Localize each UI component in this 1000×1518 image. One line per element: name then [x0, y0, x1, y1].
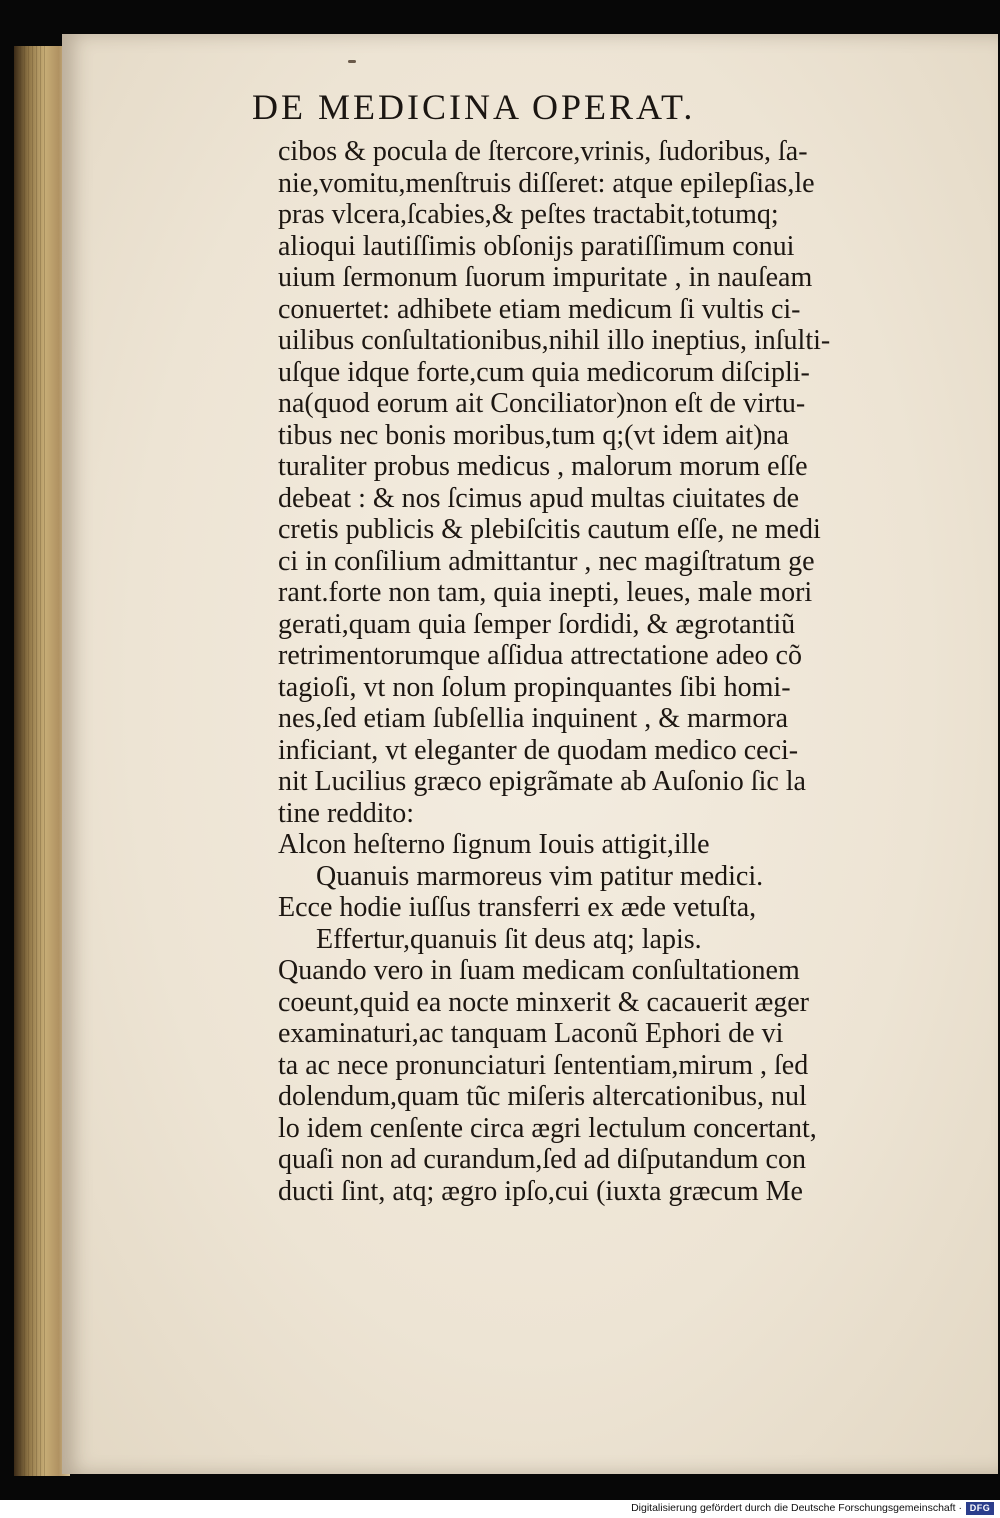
text-line: inficiant, vt eleganter de quodam medico ceci-: [278, 734, 799, 766]
text-line: nit Lucilius græco epigrãmate ab Auſonio ſic la: [278, 766, 806, 797]
text-line: alioqui lautiſſimis obſonijs paratiſſimum conui: [278, 230, 795, 262]
printer-mark: [348, 60, 356, 63]
text-line: Quando vero in ſuam medicam conſultationem: [278, 955, 800, 986]
text-line: Effertur,quanuis ſit deus atq; lapis.: [316, 923, 702, 955]
text-line: uſque idque forte,cum quia medicorum diſcipli-: [278, 356, 810, 388]
text-line: quaſi non ad curandum,ſed ad diſputandum con: [278, 1144, 806, 1175]
text-line: cretis publicis & plebiſcitis cautum eſſe, ne medi: [278, 514, 821, 545]
body-text: [278, 136, 928, 1207]
text-line: nes,ſed etiam ſubſellia inquinent , & marmora: [278, 703, 789, 734]
text-line: dolendum,quam tũc miſeris altercationibus, nul: [278, 1081, 807, 1112]
text-line: pras vlcera,ſcabies,& peſtes tractabit,totumq;: [278, 199, 779, 230]
text-line: tibus nec bonis moribus,tum q;(vt idem ait)na: [278, 419, 789, 451]
text-line: gerati,quam quia ſemper ſordidi, & ægrotantiũ: [278, 608, 796, 640]
text-line: ci in conſilium admittantur , nec magiſtratum ge: [278, 545, 815, 577]
text-line: retrimentorumque aſſidua attrectatione adeo cõ: [278, 640, 802, 671]
text-line: uilibus conſultationibus,nihil illo ineptius, inſulti-: [278, 325, 831, 356]
text-line: examinaturi,ac tanquam Laconũ Ephori de vi: [278, 1018, 784, 1049]
dfg-logo: DFG: [966, 1502, 994, 1515]
text-line: tagioſi, vt non ſolum propinquantes ſibi homi-: [278, 671, 791, 703]
running-head: DE MEDICINA OPERAT.: [252, 87, 696, 127]
text-line: uium ſermonum ſuorum impuritate , in nauſeam: [278, 262, 813, 293]
text-line: Alcon heſterno ſignum Iouis attigit,ille: [278, 829, 710, 860]
text-line: cibos & pocula de ſtercore,vrinis, ſudoribus, ſa-: [278, 136, 808, 167]
text-line: nie,vomitu,menſtruis diſſeret: atque epilepſias,le: [278, 167, 815, 199]
text-line: rant.forte non tam, quia inepti, leues, male mori: [278, 577, 813, 608]
text-line: ducti ſint, atq; ægro ipſo,cui (iuxta græcum Me: [278, 1175, 803, 1207]
text-line: conuertet: adhibete etiam medicum ſi vultis ci-: [278, 293, 801, 325]
text-line: ta ac nece pronunciaturi ſententiam,mirum , ſed: [278, 1049, 809, 1081]
text-line: Ecce hodie iuſſus transferri ex æde vetuſta,: [278, 892, 757, 923]
funding-credit: Digitalisierung gefördert durch die Deutsche Forschungsgemeinschaft ·: [631, 1502, 962, 1514]
text-line: turaliter probus medicus , malorum morum eſſe: [278, 451, 808, 482]
text-line: na(quod eorum ait Conciliator)non eſt de virtu-: [278, 388, 806, 419]
text-line: lo idem cenſente circa ægri lectulum concertant,: [278, 1112, 817, 1144]
text-line: debeat : & nos ſcimus apud multas ciuitates de: [278, 482, 799, 514]
text-line: Quanuis marmoreus vim patitur medici.: [316, 860, 764, 892]
text-line: coeunt,quid ea nocte minxerit & cacauerit æger: [278, 986, 810, 1018]
text-line: tine reddito:: [278, 797, 415, 829]
